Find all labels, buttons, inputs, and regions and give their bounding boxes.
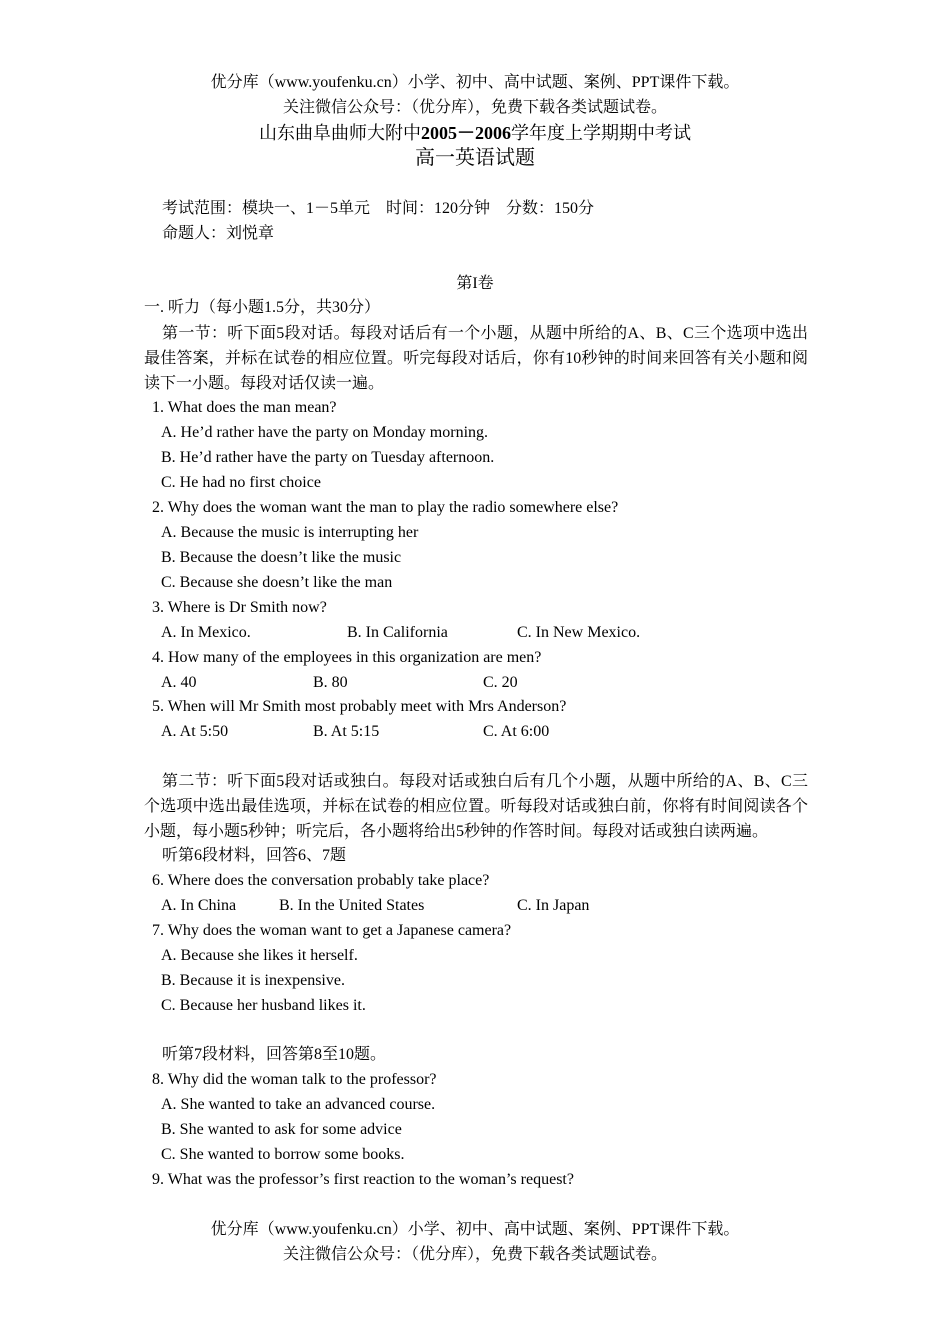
- q8-option-a: A. She wanted to take an advanced course.: [161, 1096, 436, 1113]
- exam-scope: 考试范围：模块一、1－5单元 时间：120分钟 分数：150分: [162, 200, 595, 217]
- material-6-note: 听第6段材料，回答6、7题: [162, 847, 347, 864]
- exam-subtitle: 高一英语试题: [415, 147, 535, 169]
- q4-option-c: C. 20: [483, 674, 518, 691]
- header-line-1: 优分库（www.youfenku.cn）小学、初中、高中试题、案例、PPT课件下载。: [210, 74, 740, 91]
- part2-instructions: 第二节：听下面5段对话或独白。每段对话或独白后有几个小题，从题中所给的A、B、C三个选项中选出最佳选项，并标在试卷的相应位置。听每段对话或独白前，你将有时间阅读各个小题，每小题5秒钟；听完后，各小题将给出5秒钟的作答时间。每段对话或独白读两遍。: [144, 773, 808, 840]
- exam-title-term: 学年度上学期期中考试: [511, 123, 691, 143]
- q5-option-a: A. At 5:50: [161, 723, 229, 740]
- volume-label: 第I卷: [456, 275, 494, 292]
- q2-option-c: C. Because she doesn’t like the man: [161, 574, 393, 591]
- section-heading: 一. 听力（每小题1.5分，共30分）: [144, 299, 381, 316]
- exam-author: 命题人：刘悦章: [162, 225, 275, 242]
- q1-option-b: B. He’d rather have the party on Tuesday afternoon.: [161, 449, 495, 466]
- q3-option-b: B. In California: [347, 624, 448, 641]
- q4-stem: 4. How many of the employees in this organization are men?: [152, 649, 542, 666]
- q1-stem: 1. What does the man mean?: [152, 399, 337, 416]
- q7-option-b: B. Because it is inexpensive.: [161, 972, 345, 989]
- q4-option-b: B. 80: [313, 674, 348, 691]
- header-line-2: 关注微信公众号：（优分库），免费下载各类试题试卷。: [282, 99, 667, 116]
- footer-line-1: 优分库（www.youfenku.cn）小学、初中、高中试题、案例、PPT课件下载。: [210, 1221, 740, 1238]
- q3-option-c: C. In New Mexico.: [517, 624, 641, 641]
- q7-option-a: A. Because she likes it herself.: [161, 947, 358, 964]
- q2-option-b: B. Because the doesn’t like the music: [161, 549, 402, 566]
- q1-option-c: C. He had no first choice: [161, 474, 321, 491]
- part1-instructions: 第一节：听下面5段对话。每段对话后有一个小题，从题中所给的A、B、C三个选项中选出最佳答案，并标在试卷的相应位置。听完每段对话后，你有10秒钟的时间来回答有关小题和阅读下一小题。每段对话仅读一遍。: [144, 325, 808, 392]
- q8-option-b: B. She wanted to ask for some advice: [161, 1121, 402, 1138]
- q5-option-c: C. At 6:00: [483, 723, 550, 740]
- q3-option-a: A. In Mexico.: [161, 624, 251, 641]
- exam-title-years: 2005－2006: [421, 123, 511, 143]
- q5-stem: 5. When will Mr Smith most probably meet with Mrs Anderson?: [152, 698, 567, 715]
- q6-option-b: B. In the United States: [279, 897, 425, 914]
- q6-stem: 6. Where does the conversation probably take place?: [152, 872, 490, 889]
- q5-option-b: B. At 5:15: [313, 723, 380, 740]
- q9-stem: 9. What was the professor’s first reaction to the woman’s request?: [152, 1171, 574, 1188]
- q2-option-a: A. Because the music is interrupting her: [161, 524, 419, 541]
- q4-option-a: A. 40: [161, 674, 197, 691]
- q7-option-c: C. Because her husband likes it.: [161, 997, 366, 1014]
- q3-stem: 3. Where is Dr Smith now?: [152, 599, 327, 616]
- q1-option-a: A. He’d rather have the party on Monday morning.: [161, 424, 489, 441]
- material-7-note: 听第7段材料，回答第8至10题。: [162, 1046, 387, 1063]
- footer-line-2: 关注微信公众号：（优分库），免费下载各类试题试卷。: [282, 1246, 667, 1263]
- exam-title: [0, 121, 950, 145]
- q6-option-c: C. In Japan: [517, 897, 590, 914]
- q7-stem: 7. Why does the woman want to get a Japanese camera?: [152, 922, 512, 939]
- q2-stem: 2. Why does the woman want the man to play the radio somewhere else?: [152, 499, 619, 516]
- exam-title-school: 山东曲阜曲师大附中: [259, 123, 421, 143]
- q6-option-a: A. In China: [161, 897, 237, 914]
- q8-option-c: C. She wanted to borrow some books.: [161, 1146, 405, 1163]
- q8-stem: 8. Why did the woman talk to the professor?: [152, 1071, 437, 1088]
